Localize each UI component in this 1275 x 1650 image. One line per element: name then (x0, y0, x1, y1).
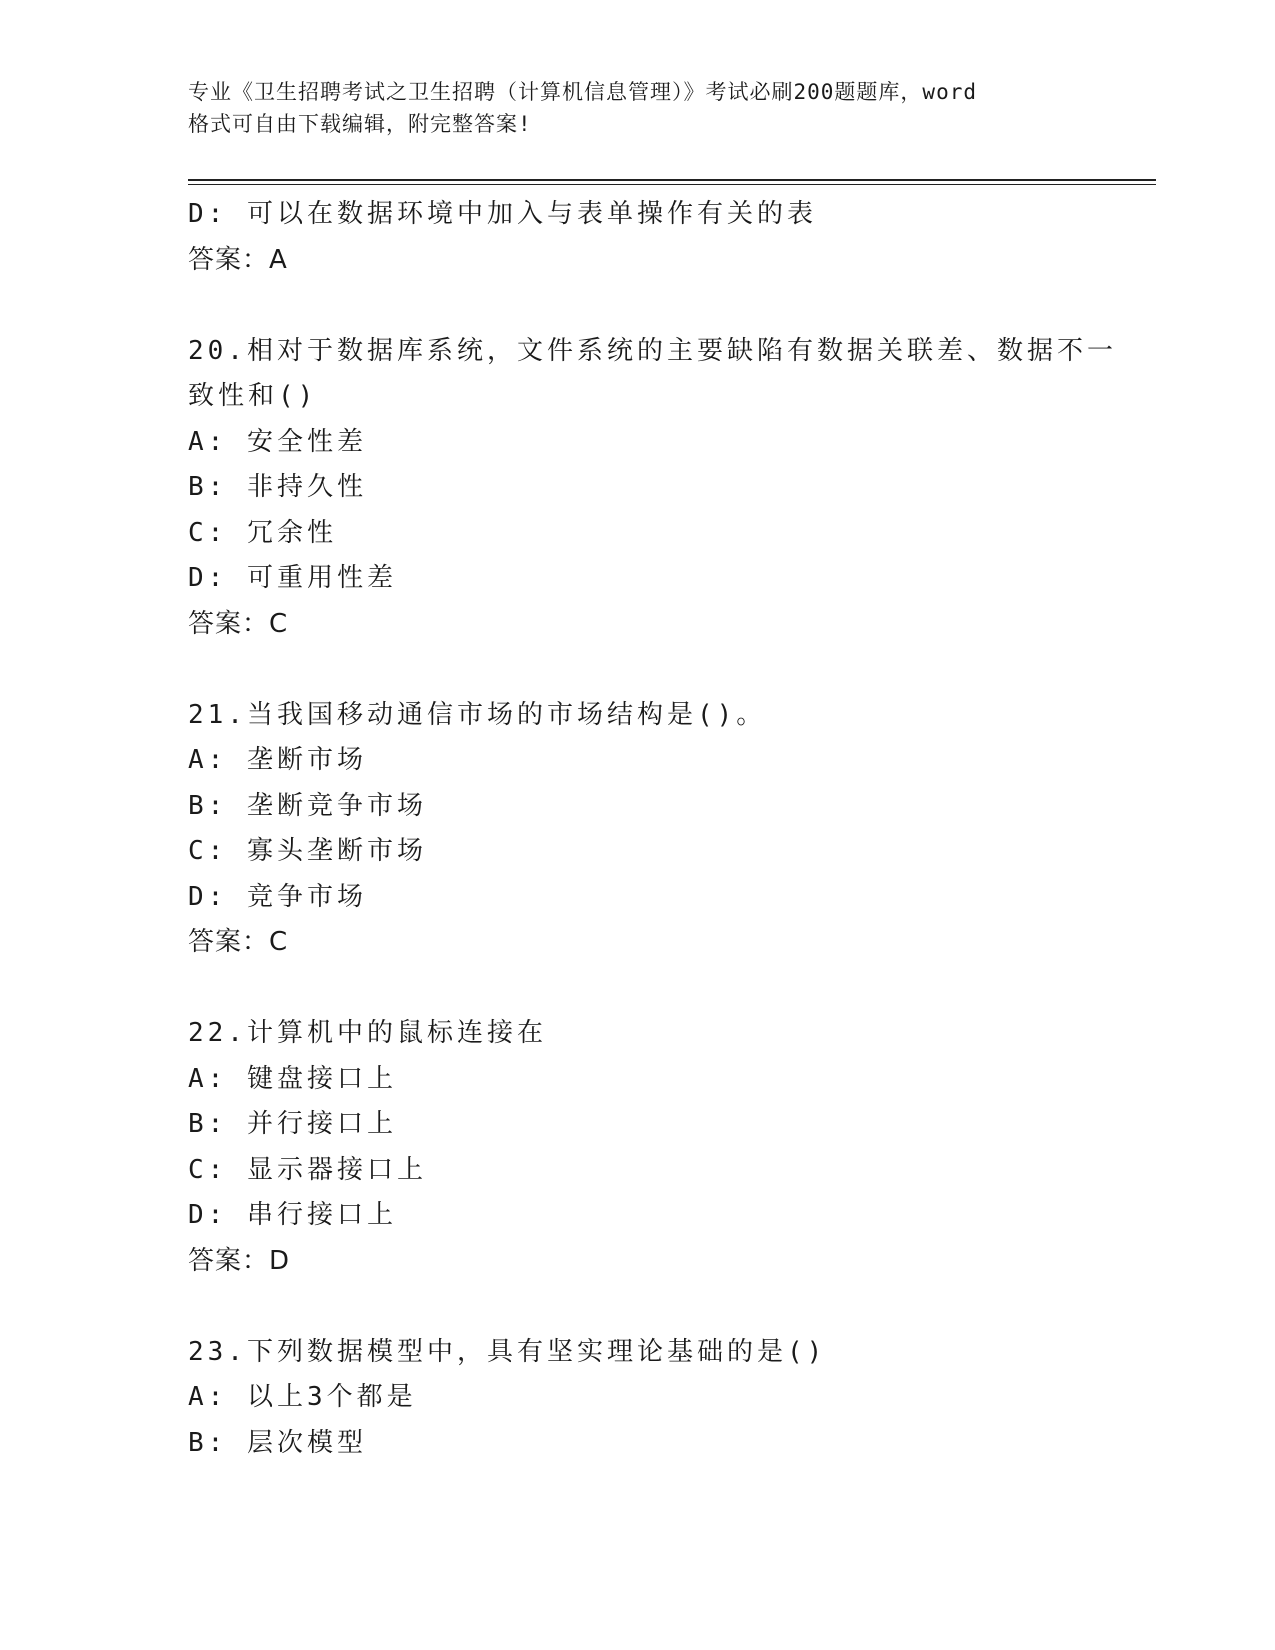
option-c: C: 寡头垄断市场 (188, 836, 427, 866)
spacer (188, 966, 1108, 1012)
answer-label: 答案：D (188, 1245, 291, 1276)
option-b: B: 并行接口上 (188, 1109, 397, 1139)
option-c: C: 冗余性 (188, 517, 337, 548)
option-d: D: 可以在数据环境中加入与表单操作有关的表 (188, 199, 817, 229)
option-d: D: 竞争市场 (188, 881, 367, 912)
header-line-1: 专业《卫生招聘考试之卫生招聘（计算机信息管理）》考试必刷200题题库，word (188, 80, 977, 104)
spacer (188, 647, 1108, 693)
question-22 (188, 1011, 1108, 1284)
option-d: D: 串行接口上 (188, 1200, 397, 1230)
question-stem: 22.计算机中的鼠标连接在 (188, 1018, 547, 1048)
option-a: A: 键盘接口上 (188, 1063, 397, 1094)
option-b: B: 层次模型 (188, 1427, 367, 1458)
header-line-2: 格式可自由下载编辑，附完整答案! (188, 112, 532, 136)
option-b: B: 非持久性 (188, 472, 367, 502)
question-23 (188, 1330, 1108, 1467)
option-c: C: 显示器接口上 (188, 1154, 427, 1185)
option-a: A: 安全性差 (188, 426, 367, 457)
header-divider (188, 179, 1156, 185)
question-list (188, 192, 1117, 1466)
question-stem: 20.相对于数据库系统，文件系统的主要缺陷有数据关联差、数据不一 (188, 335, 1117, 366)
answer-label: 答案：C (188, 927, 289, 957)
option-b: B: 垄断竞争市场 (188, 790, 427, 821)
answer-label: 答案：A (188, 244, 288, 275)
question-21 (188, 693, 1108, 966)
question-20 (188, 329, 1117, 648)
spacer (188, 283, 1108, 329)
question-stem: 21.当我国移动通信市场的市场结构是()。 (188, 699, 767, 730)
option-a: A: 以上3个都是 (188, 1382, 417, 1412)
answer-label: 答案：C (188, 608, 289, 639)
question-stem-continued: 致性和() (188, 381, 318, 411)
question-stem: 23.下列数据模型中，具有坚实理论基础的是() (188, 1336, 827, 1367)
spacer (188, 1284, 1108, 1330)
option-d: D: 可重用性差 (188, 563, 397, 593)
option-a: A: 垄断市场 (188, 745, 367, 775)
document-header (188, 76, 1108, 140)
